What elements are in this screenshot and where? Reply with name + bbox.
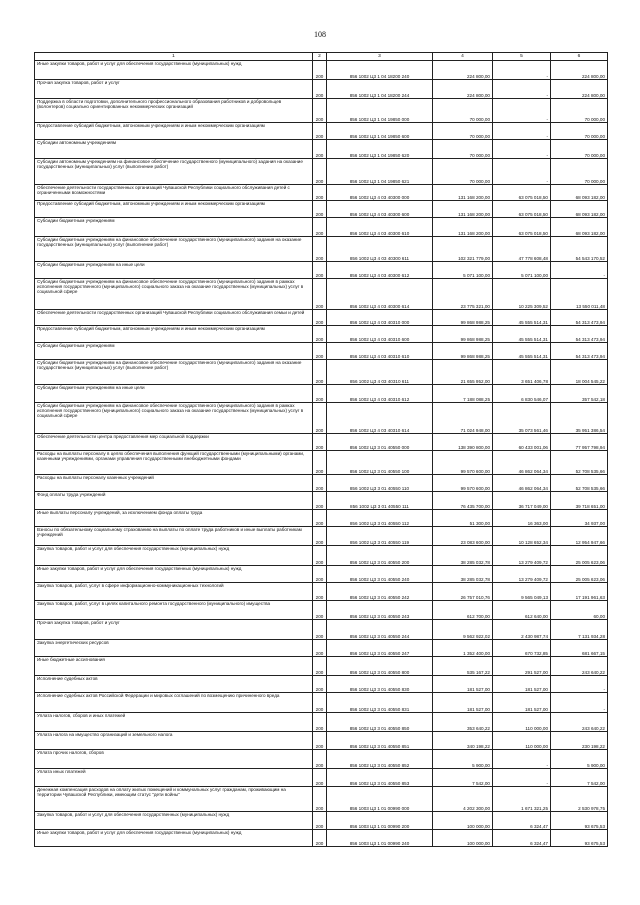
line-code-cell: 200 [313, 279, 327, 310]
approved-amount-cell: 23 083 600,00 [433, 527, 493, 546]
remaining-amount-cell: 70 000,00 [551, 99, 608, 123]
executed-amount-cell: 10 225 309,52 [493, 279, 551, 310]
expense-name-cell: Предоставление субсидий бюджетным, автономным учреждениям и иным некоммерческим организациям [35, 201, 313, 218]
table-row [35, 201, 608, 218]
table-row [35, 475, 608, 492]
budget-classification-code-cell: 856 1002 Ц3 1 04 19850 620 [327, 140, 433, 159]
executed-amount-cell: 45 555 514,31 [493, 343, 551, 360]
approved-amount-cell: 340 198,22 [433, 732, 493, 750]
executed-amount-cell: 6 324,47 [493, 812, 551, 830]
approved-amount-cell: 70 000,00 [433, 123, 493, 140]
expense-name-cell: Субсидии бюджетным учреждениям [35, 343, 313, 360]
remaining-amount-cell: 70 000,00 [551, 140, 608, 159]
remaining-amount-cell: 54 543 170,52 [551, 237, 608, 262]
approved-amount-cell: 131 168 200,00 [433, 201, 493, 218]
executed-amount-cell: - [493, 61, 551, 80]
line-code-cell: 200 [313, 812, 327, 830]
executed-amount-cell: 291 527,00 [493, 657, 551, 676]
expense-name-cell: Предоставление субсидий бюджетным, автономным учреждениям и иным некоммерческим организациям [35, 123, 313, 140]
expense-name-cell: Исполнение судебных актов [35, 676, 313, 693]
remaining-amount-cell: 25 005 623,06 [551, 566, 608, 583]
line-code-cell: 200 [313, 140, 327, 159]
table-row [35, 310, 608, 326]
table-row [35, 732, 608, 750]
table-row [35, 385, 608, 403]
approved-amount-cell: 138 390 800,00 [433, 434, 493, 451]
approved-amount-cell: 76 435 700,00 [433, 492, 493, 510]
line-code-cell: 200 [313, 830, 327, 847]
budget-classification-code-cell: 856 1002 Ц3 4 03 40310 614 [327, 403, 433, 434]
table-row [35, 185, 608, 201]
remaining-amount-cell: 224 800,00 [551, 61, 608, 80]
budget-classification-code-cell: 856 1002 Ц3 3 01 40550 800 [327, 657, 433, 676]
budget-classification-code-cell: 856 1002 Ц3 3 01 40550 112 [327, 510, 433, 527]
remaining-amount-cell: 17 191 961,63 [551, 583, 608, 601]
budget-classification-code-cell: 856 1002 Ц3 4 03 40310 611 [327, 360, 433, 385]
remaining-amount-cell: 68 093 182,00 [551, 185, 608, 201]
table-row [35, 566, 608, 583]
executed-amount-cell: 3 651 406,78 [493, 360, 551, 385]
executed-amount-cell: 45 555 514,31 [493, 310, 551, 326]
approved-amount-cell: 131 168 200,00 [433, 218, 493, 237]
approved-amount-cell: 26 757 010,76 [433, 583, 493, 601]
table-row [35, 657, 608, 676]
remaining-amount-cell: - [551, 676, 608, 693]
executed-amount-cell: 45 555 514,31 [493, 326, 551, 343]
line-code-cell: 200 [313, 475, 327, 492]
line-code-cell: 200 [313, 201, 327, 218]
executed-amount-cell: 2 430 987,74 [493, 620, 551, 640]
table-row [35, 237, 608, 262]
expense-name-cell: Субсидии бюджетным учреждениям на иные цели [35, 385, 313, 403]
table-header-row [35, 53, 608, 61]
approved-amount-cell: 70 000,00 [433, 159, 493, 185]
line-code-cell: 200 [313, 310, 327, 326]
executed-amount-cell: 63 075 018,50 [493, 218, 551, 237]
remaining-amount-cell: 230 198,22 [551, 732, 608, 750]
executed-amount-cell: 1 671 321,25 [493, 787, 551, 812]
table-row [35, 403, 608, 434]
remaining-amount-cell: 39 718 651,00 [551, 492, 608, 510]
table-row [35, 80, 608, 99]
approved-amount-cell: 70 000,00 [433, 99, 493, 123]
approved-amount-cell: 71 024 948,00 [433, 403, 493, 434]
line-code-cell: 200 [313, 451, 327, 475]
line-code-cell: 200 [313, 640, 327, 657]
executed-amount-cell: 10 128 652,34 [493, 527, 551, 546]
executed-amount-cell: 9 565 049,13 [493, 583, 551, 601]
budget-classification-code-cell: 856 1003 Ц3 1 01 00990 200 [327, 812, 433, 830]
remaining-amount-cell: 35 951 386,54 [551, 403, 608, 434]
approved-amount-cell: 181 527,00 [433, 693, 493, 713]
budget-classification-code-cell: 856 1002 Ц3 3 01 40550 240 [327, 566, 433, 583]
budget-classification-code-cell: 856 1002 Ц3 3 01 40550 247 [327, 640, 433, 657]
remaining-amount-cell: 68 093 182,00 [551, 218, 608, 237]
approved-amount-cell: 38 285 032,78 [433, 546, 493, 566]
executed-amount-cell: 46 862 064,34 [493, 475, 551, 492]
executed-amount-cell: - [493, 769, 551, 787]
budget-classification-code-cell: 856 1002 Ц3 1 04 18200 244 [327, 80, 433, 99]
executed-amount-cell: - [493, 140, 551, 159]
approved-amount-cell: 131 168 200,00 [433, 185, 493, 201]
remaining-amount-cell: 54 313 473,94 [551, 343, 608, 360]
line-code-cell: 200 [313, 237, 327, 262]
expense-name-cell: Фонд оплаты труда учреждений [35, 492, 313, 510]
table-row [35, 750, 608, 769]
executed-amount-cell: 110 000,00 [493, 713, 551, 732]
line-code-cell: 200 [313, 492, 327, 510]
executed-amount-cell: 16 363,00 [493, 510, 551, 527]
budget-execution-table [34, 52, 608, 847]
approved-amount-cell: 1 352 400,00 [433, 640, 493, 657]
remaining-amount-cell: - [551, 262, 608, 279]
approved-amount-cell: 99 570 600,00 [433, 451, 493, 475]
expense-name-cell: Расходы на выплаты персоналу в целях обеспечения выполнения функций государственными (муниципальными) органами, казенными учреждениями, органами управления государственными внебюджетными фондами [35, 451, 313, 475]
remaining-amount-cell: 2 530 978,75 [551, 787, 608, 812]
remaining-amount-cell: 243 640,22 [551, 657, 608, 676]
line-code-cell: 200 [313, 185, 327, 201]
budget-classification-code-cell: 856 1002 Ц3 4 03 40300 611 [327, 237, 433, 262]
budget-classification-code-cell: 856 1002 Ц3 4 03 40310 600 [327, 326, 433, 343]
budget-classification-code-cell: 856 1002 Ц3 4 03 40300 610 [327, 218, 433, 237]
line-code-cell: 200 [313, 434, 327, 451]
remaining-amount-cell: 34 937,00 [551, 510, 608, 527]
executed-amount-cell: - [493, 80, 551, 99]
expense-name-cell: Иные закупки товаров, работ и услуг для обеспечения государственных (муниципальных) нужд [35, 830, 313, 847]
expense-name-cell: Иные закупки товаров, работ и услуг для обеспечения государственных (муниципальных) нужд [35, 566, 313, 583]
remaining-amount-cell: 12 954 947,66 [551, 527, 608, 546]
expense-name-cell: Взносы по обязательному социальному страхованию на выплаты по оплате труда работников и иные выплаты работникам учреждений [35, 527, 313, 546]
budget-classification-code-cell: 856 1002 Ц3 1 04 19850 600 [327, 123, 433, 140]
budget-classification-code-cell: 856 1002 Ц3 3 01 40550 000 [327, 434, 433, 451]
remaining-amount-cell: 68 093 182,00 [551, 201, 608, 218]
budget-classification-code-cell: 856 1002 Ц3 3 01 40550 851 [327, 732, 433, 750]
table-row [35, 830, 608, 847]
line-code-cell: 200 [313, 403, 327, 434]
expense-name-cell: Закупка товаров, работ и услуг для обеспечения государственных (муниципальных) нужд [35, 812, 313, 830]
column-header-2: 2 [313, 53, 327, 61]
executed-amount-cell: 670 732,85 [493, 640, 551, 657]
executed-amount-cell: - [493, 99, 551, 123]
approved-amount-cell: 100 000,00 [433, 830, 493, 847]
expense-name-cell: Субсидии бюджетным учреждениям на финансовое обеспечение государственного (муниципального) задания в рамках исполнения государственного (муниципального) социального заказа на оказание государственных (муниципальных) услуг в социальной сфере [35, 279, 313, 310]
line-code-cell: 200 [313, 657, 327, 676]
executed-amount-cell: 612 640,00 [493, 601, 551, 620]
remaining-amount-cell: 60,00 [551, 601, 608, 620]
table-row [35, 326, 608, 343]
remaining-amount-cell: 93 675,53 [551, 812, 608, 830]
remaining-amount-cell: 77 957 798,94 [551, 434, 608, 451]
remaining-amount-cell: 681 667,15 [551, 640, 608, 657]
expense-name-cell: Субсидии бюджетным учреждениям на финансовое обеспечение государственного (муниципального) задания на оказание государственных (муниципальных) услуг (выполнение работ) [35, 237, 313, 262]
approved-amount-cell: 99 868 988,25 [433, 326, 493, 343]
table-row [35, 640, 608, 657]
remaining-amount-cell: 7 542,00 [551, 769, 608, 787]
budget-classification-code-cell: 856 1002 Ц3 3 01 40550 243 [327, 601, 433, 620]
table-row [35, 451, 608, 475]
expense-name-cell: Уплата иных платежей [35, 769, 313, 787]
approved-amount-cell: 612 700,00 [433, 601, 493, 620]
approved-amount-cell: 99 868 988,25 [433, 343, 493, 360]
table-row [35, 262, 608, 279]
budget-classification-code-cell: 856 1002 Ц3 3 01 40550 242 [327, 583, 433, 601]
budget-classification-code-cell: 856 1002 Ц3 4 03 40310 610 [327, 343, 433, 360]
table-row [35, 546, 608, 566]
table-row [35, 360, 608, 385]
remaining-amount-cell: 357 542,18 [551, 385, 608, 403]
remaining-amount-cell: 7 131 934,28 [551, 620, 608, 640]
expense-name-cell: Исполнение судебных актов Российской Федерации и мировых соглашений по возмещению причиненного вреда [35, 693, 313, 713]
table-row [35, 676, 608, 693]
approved-amount-cell: 102 321 779,00 [433, 237, 493, 262]
line-code-cell: 200 [313, 80, 327, 99]
budget-classification-code-cell: 856 1002 Ц3 4 03 40310 000 [327, 310, 433, 326]
approved-amount-cell: 99 570 600,00 [433, 475, 493, 492]
line-code-cell: 200 [313, 343, 327, 360]
expense-name-cell: Денежная компенсация расходов на оплату жилых помещений и коммунальных услуг гражданам, проживающим на территории Чувашской Республики, имеющим статус "дети войны" [35, 787, 313, 812]
table-row [35, 61, 608, 80]
expense-name-cell: Иные выплаты персоналу учреждений, за исключением фонда оплаты труда [35, 510, 313, 527]
page-number: 108 [314, 30, 326, 39]
line-code-cell: 200 [313, 769, 327, 787]
executed-amount-cell: 6 830 546,07 [493, 385, 551, 403]
line-code-cell: 200 [313, 750, 327, 769]
table-row [35, 787, 608, 812]
expense-name-cell: Субсидии автономным учреждениям на финансовое обеспечение государственного (муниципального) задания на оказание государственных (муниципальных) услуг (выполнение работ) [35, 159, 313, 185]
approved-amount-cell: 224 800,00 [433, 80, 493, 99]
table-row [35, 434, 608, 451]
line-code-cell: 200 [313, 262, 327, 279]
executed-amount-cell: 47 778 608,48 [493, 237, 551, 262]
expense-name-cell: Субсидии бюджетным учреждениям на финансовое обеспечение государственного (муниципального) задания на оказание государственных (муниципальных) услуг (выполнение работ) [35, 360, 313, 385]
expense-name-cell: Уплата налога на имущество организаций и земельного налога [35, 732, 313, 750]
table-row [35, 812, 608, 830]
executed-amount-cell: 5 071 100,00 [493, 262, 551, 279]
executed-amount-cell: - [493, 750, 551, 769]
expense-name-cell: Уплата прочих налогов, сборов [35, 750, 313, 769]
line-code-cell: 200 [313, 527, 327, 546]
approved-amount-cell: 4 202 300,00 [433, 787, 493, 812]
approved-amount-cell: 224 800,00 [433, 61, 493, 80]
expense-name-cell: Обеспечение деятельности государственных организаций Чувашской Республики социального обслуживания детей с ограниченными возможностями [35, 185, 313, 201]
executed-amount-cell: - [493, 159, 551, 185]
remaining-amount-cell: - [551, 693, 608, 713]
expense-name-cell: Прочая закупка товаров, работ и услуг [35, 80, 313, 99]
executed-amount-cell: 46 862 064,34 [493, 451, 551, 475]
executed-amount-cell: 36 717 049,00 [493, 492, 551, 510]
expense-name-cell: Субсидии бюджетным учреждениям на иные цели [35, 262, 313, 279]
column-header-3: 3 [327, 53, 433, 61]
executed-amount-cell: 13 279 409,72 [493, 566, 551, 583]
expense-name-cell: Обеспечение деятельности центра предоставления мер социальной поддержки [35, 434, 313, 451]
executed-amount-cell: 6 324,47 [493, 830, 551, 847]
line-code-cell: 200 [313, 218, 327, 237]
table-row [35, 527, 608, 546]
approved-amount-cell: 100 000,00 [433, 812, 493, 830]
executed-amount-cell: 60 433 001,06 [493, 434, 551, 451]
budget-classification-code-cell: 856 1002 Ц3 1 04 19850 000 [327, 99, 433, 123]
line-code-cell: 200 [313, 583, 327, 601]
approved-amount-cell: 353 640,22 [433, 713, 493, 732]
table-row [35, 218, 608, 237]
table-row [35, 601, 608, 620]
executed-amount-cell: 181 527,00 [493, 676, 551, 693]
approved-amount-cell: 7 188 088,25 [433, 385, 493, 403]
remaining-amount-cell: 25 005 623,06 [551, 546, 608, 566]
remaining-amount-cell: 243 640,22 [551, 713, 608, 732]
approved-amount-cell: 70 000,00 [433, 140, 493, 159]
expense-name-cell: Предоставление субсидий бюджетным, автономным учреждениям и иным некоммерческим организациям [35, 326, 313, 343]
budget-classification-code-cell: 856 1002 Ц3 3 01 40550 100 [327, 451, 433, 475]
remaining-amount-cell: 93 675,53 [551, 830, 608, 847]
approved-amount-cell: 5 071 100,00 [433, 262, 493, 279]
approved-amount-cell: 51 300,00 [433, 510, 493, 527]
budget-classification-code-cell: 856 1002 Ц3 3 01 40550 111 [327, 492, 433, 510]
line-code-cell: 200 [313, 385, 327, 403]
remaining-amount-cell: 224 800,00 [551, 80, 608, 99]
line-code-cell: 200 [313, 123, 327, 140]
executed-amount-cell: 13 279 409,72 [493, 546, 551, 566]
column-header-4: 4 [433, 53, 493, 61]
line-code-cell: 200 [313, 99, 327, 123]
approved-amount-cell: 9 562 922,02 [433, 620, 493, 640]
budget-classification-code-cell: 856 1002 Ц3 3 01 40550 830 [327, 676, 433, 693]
line-code-cell: 200 [313, 360, 327, 385]
table-row [35, 279, 608, 310]
expense-name-cell: Прочая закупка товаров, работ и услуг [35, 620, 313, 640]
expense-name-cell: Закупка товаров, работ и услуг для обеспечения государственных (муниципальных) нужд [35, 546, 313, 566]
budget-classification-code-cell: 856 1002 Ц3 3 01 40550 200 [327, 546, 433, 566]
approved-amount-cell: 21 655 952,00 [433, 360, 493, 385]
expense-name-cell: Закупка энергетических ресурсов [35, 640, 313, 657]
approved-amount-cell: 7 542,00 [433, 769, 493, 787]
executed-amount-cell: 63 075 018,50 [493, 201, 551, 218]
remaining-amount-cell: 54 313 473,94 [551, 310, 608, 326]
expense-name-cell: Закупка товаров, работ, услуг в сфере информационно-коммуникационных технологий [35, 583, 313, 601]
budget-classification-code-cell: 856 1002 Ц3 4 03 40300 614 [327, 279, 433, 310]
approved-amount-cell: 38 285 032,78 [433, 566, 493, 583]
table-body [35, 61, 608, 847]
executed-amount-cell: 110 000,00 [493, 732, 551, 750]
table-row [35, 620, 608, 640]
remaining-amount-cell: 52 708 535,66 [551, 475, 608, 492]
table-row [35, 713, 608, 732]
remaining-amount-cell: 70 000,00 [551, 123, 608, 140]
line-code-cell: 200 [313, 713, 327, 732]
table-row [35, 343, 608, 360]
budget-classification-code-cell: 856 1002 Ц3 4 03 40310 612 [327, 385, 433, 403]
executed-amount-cell: - [493, 123, 551, 140]
executed-amount-cell: 63 075 018,50 [493, 185, 551, 201]
budget-classification-code-cell: 856 1002 Ц3 3 01 40550 852 [327, 750, 433, 769]
budget-classification-code-cell: 856 1002 Ц3 3 01 40550 110 [327, 475, 433, 492]
expense-name-cell: Расходы на выплаты персоналу казенных учреждений [35, 475, 313, 492]
line-code-cell: 200 [313, 601, 327, 620]
table-row [35, 159, 608, 185]
budget-classification-code-cell: 856 1002 Ц3 4 03 40300 612 [327, 262, 433, 279]
budget-classification-code-cell: 856 1002 Ц3 3 01 40550 831 [327, 693, 433, 713]
table-row [35, 99, 608, 123]
expense-name-cell: Закупка товаров, работ, услуг в целях капитального ремонта государственного (муниципального) имущества [35, 601, 313, 620]
budget-classification-code-cell: 856 1002 Ц3 4 03 40300 600 [327, 201, 433, 218]
line-code-cell: 200 [313, 326, 327, 343]
remaining-amount-cell: 13 550 011,48 [551, 279, 608, 310]
approved-amount-cell: 5 900,00 [433, 750, 493, 769]
column-header-6: 6 [551, 53, 608, 61]
expense-name-cell: Субсидии бюджетным учреждениям на финансовое обеспечение государственного (муниципального) задания в рамках исполнения государственного (муниципального) социального заказа на оказание государственных (муниципальных) услуг в социальной сфере [35, 403, 313, 434]
table-row [35, 140, 608, 159]
column-header-5: 5 [493, 53, 551, 61]
line-code-cell: 200 [313, 732, 327, 750]
budget-classification-code-cell: 856 1002 Ц3 1 04 18200 240 [327, 61, 433, 80]
executed-amount-cell: 181 527,00 [493, 693, 551, 713]
budget-classification-code-cell: 856 1002 Ц3 3 01 40550 850 [327, 713, 433, 732]
table-row [35, 693, 608, 713]
budget-classification-code-cell: 856 1002 Ц3 4 03 40300 000 [327, 185, 433, 201]
approved-amount-cell: 23 775 321,00 [433, 279, 493, 310]
budget-classification-code-cell: 856 1002 Ц3 3 01 40550 244 [327, 620, 433, 640]
budget-classification-code-cell: 856 1002 Ц3 3 01 40550 853 [327, 769, 433, 787]
remaining-amount-cell: 52 708 535,66 [551, 451, 608, 475]
expense-name-cell: Иные бюджетные ассигнования [35, 657, 313, 676]
approved-amount-cell: 99 868 988,25 [433, 310, 493, 326]
expense-name-cell: Уплата налогов, сборов и иных платежей [35, 713, 313, 732]
expense-name-cell: Обеспечение деятельности государственных организаций Чувашской Республики социального обслуживания семьи и детей [35, 310, 313, 326]
remaining-amount-cell: 54 313 473,94 [551, 326, 608, 343]
line-code-cell: 200 [313, 620, 327, 640]
line-code-cell: 200 [313, 159, 327, 185]
expense-name-cell: Иные закупки товаров, работ и услуг для обеспечения государственных (муниципальных) нужд [35, 61, 313, 80]
remaining-amount-cell: 5 900,00 [551, 750, 608, 769]
budget-classification-code-cell: 856 1002 Ц3 3 01 40550 119 [327, 527, 433, 546]
table-row [35, 583, 608, 601]
line-code-cell: 200 [313, 566, 327, 583]
line-code-cell: 200 [313, 510, 327, 527]
table-row [35, 492, 608, 510]
remaining-amount-cell: 70 000,00 [551, 159, 608, 185]
table-row [35, 123, 608, 140]
remaining-amount-cell: 18 004 545,22 [551, 360, 608, 385]
line-code-cell: 200 [313, 787, 327, 812]
table-row [35, 769, 608, 787]
expense-name-cell: Поддержка в области подготовки, дополнительного профессионального образования работников и добровольцев (волонтеров) социально ориентированных некоммерческих организаций [35, 99, 313, 123]
budget-classification-code-cell: 856 1003 Ц3 1 01 00990 240 [327, 830, 433, 847]
line-code-cell: 200 [313, 61, 327, 80]
executed-amount-cell: 35 073 561,46 [493, 403, 551, 434]
budget-classification-code-cell: 856 1002 Ц3 1 04 19850 621 [327, 159, 433, 185]
expense-name-cell: Субсидии автономным учреждениям [35, 140, 313, 159]
line-code-cell: 200 [313, 676, 327, 693]
approved-amount-cell: 181 527,00 [433, 676, 493, 693]
table-row [35, 510, 608, 527]
expense-name-cell: Субсидии бюджетным учреждениям [35, 218, 313, 237]
approved-amount-cell: 535 167,22 [433, 657, 493, 676]
line-code-cell: 200 [313, 546, 327, 566]
budget-classification-code-cell: 856 1003 Ц3 1 01 00990 000 [327, 787, 433, 812]
line-code-cell: 200 [313, 693, 327, 713]
column-header-1: 1 [35, 53, 313, 61]
